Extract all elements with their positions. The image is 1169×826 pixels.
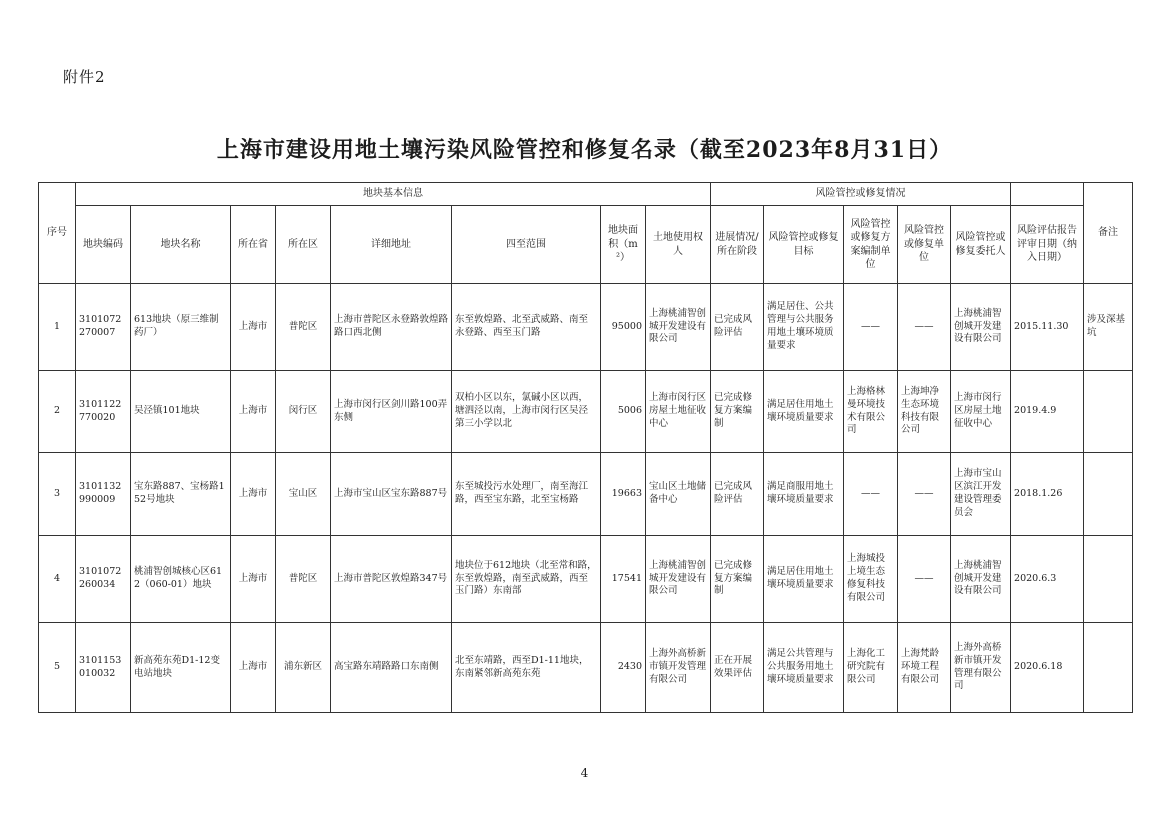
cell-repair-unit: —— xyxy=(898,284,951,371)
cell-name: 613地块（原三维制药厂） xyxy=(131,284,231,371)
header-repair-unit: 风险管控或修复单位 xyxy=(898,206,951,284)
cell-district: 闵行区 xyxy=(276,371,331,453)
cell-plan-unit: 上海格林曼环境技术有限公司 xyxy=(844,371,898,453)
cell-remark xyxy=(1084,623,1133,713)
header-progress: 进展情况/所在阶段 xyxy=(711,206,764,284)
cell-repair-unit: —— xyxy=(898,536,951,623)
cell-province: 上海市 xyxy=(231,623,276,713)
cell-province: 上海市 xyxy=(231,453,276,536)
cell-review-date: 2018.1.26 xyxy=(1011,453,1084,536)
cell-boundary: 北至东靖路，西至D1-11地块，东南紧邻新高苑东苑 xyxy=(452,623,601,713)
cell-target: 满足居住、公共管理与公共服务用地土壤环境质量要求 xyxy=(764,284,844,371)
cell-land-user: 上海市闵行区房屋土地征收中心 xyxy=(646,371,711,453)
cell-review-date: 2019.4.9 xyxy=(1011,371,1084,453)
table-header-row xyxy=(39,206,1133,284)
header-client: 风险管控或修复委托人 xyxy=(951,206,1011,284)
cell-address: 上海市闵行区剑川路100弄东侧 xyxy=(331,371,452,453)
cell-review-date: 2020.6.3 xyxy=(1011,536,1084,623)
cell-address: 上海市普陀区永登路敦煌路路口西北侧 xyxy=(331,284,452,371)
cell-seq: 4 xyxy=(39,536,76,623)
cell-boundary: 东至敦煌路、北至武威路、南至永登路、西至玉门路 xyxy=(452,284,601,371)
cell-area: 19663 xyxy=(601,453,646,536)
header-address: 详细地址 xyxy=(331,206,452,284)
cell-district: 普陀区 xyxy=(276,284,331,371)
cell-repair-unit: 上海坤净生态环境科技有限公司 xyxy=(898,371,951,453)
page-number: 4 xyxy=(580,766,589,780)
cell-code: 3101072270007 xyxy=(76,284,131,371)
table-row xyxy=(39,453,1133,536)
cell-plan-unit: 上海城投上境生态修复科技有限公司 xyxy=(844,536,898,623)
cell-client: 上海桃浦智创城开发建设有限公司 xyxy=(951,536,1011,623)
header-code: 地块编码 xyxy=(76,206,131,284)
header-name: 地块名称 xyxy=(131,206,231,284)
cell-area: 95000 xyxy=(601,284,646,371)
cell-repair-unit: 上海梵龄环境工程有限公司 xyxy=(898,623,951,713)
cell-review-date: 2020.6.18 xyxy=(1011,623,1084,713)
cell-address: 上海市普陀区敦煌路347号 xyxy=(331,536,452,623)
cell-name: 吴泾镇101地块 xyxy=(131,371,231,453)
cell-name: 桃浦智创城核心区612（060-01）地块 xyxy=(131,536,231,623)
registry-table xyxy=(38,182,1133,713)
cell-boundary: 地块位于612地块（北至常和路，东至敦煌路，南至武威路，西至玉门路）东南部 xyxy=(452,536,601,623)
cell-address: 高宝路东靖路路口东南侧 xyxy=(331,623,452,713)
cell-progress: 已完成修复方案编制 xyxy=(711,536,764,623)
cell-plan-unit: —— xyxy=(844,453,898,536)
header-group-risk-info: 风险管控或修复情况 xyxy=(711,183,1011,206)
cell-district: 宝山区 xyxy=(276,453,331,536)
cell-client: 上海桃浦智创城开发建设有限公司 xyxy=(951,284,1011,371)
cell-land-user: 宝山区土地储备中心 xyxy=(646,453,711,536)
cell-plan-unit: —— xyxy=(844,284,898,371)
cell-land-user: 上海桃浦智创城开发建设有限公司 xyxy=(646,284,711,371)
cell-progress: 已完成修复方案编制 xyxy=(711,371,764,453)
cell-code: 3101132990009 xyxy=(76,453,131,536)
cell-remark: 涉及深基坑 xyxy=(1084,284,1133,371)
cell-name: 新高苑东苑D1-12变电站地块 xyxy=(131,623,231,713)
cell-area: 5006 xyxy=(601,371,646,453)
cell-land-user: 上海外高桥新市镇开发管理有限公司 xyxy=(646,623,711,713)
cell-progress: 正在开展效果评估 xyxy=(711,623,764,713)
cell-province: 上海市 xyxy=(231,371,276,453)
cell-boundary: 双柏小区以东，氯碱小区以西，塘泗泾以南，上海市闵行区吴泾第三小学以北 xyxy=(452,371,601,453)
cell-area: 17541 xyxy=(601,536,646,623)
table-row xyxy=(39,284,1133,371)
cell-repair-unit: —— xyxy=(898,453,951,536)
cell-target: 满足商服用地土壤环境质量要求 xyxy=(764,453,844,536)
header-district: 所在区 xyxy=(276,206,331,284)
header-boundary: 四至范围 xyxy=(452,206,601,284)
cell-target: 满足公共管理与公共服务用地土壤环境质量要求 xyxy=(764,623,844,713)
header-review-date: 风险评估报告评审日期（纳入日期） xyxy=(1011,206,1084,284)
header-review-date-spacer xyxy=(1011,183,1084,206)
header-group-basic-info: 地块基本信息 xyxy=(76,183,711,206)
registry-table-container xyxy=(38,182,1133,713)
table-row xyxy=(39,623,1133,713)
cell-client: 上海市宝山区滨江开发建设管理委员会 xyxy=(951,453,1011,536)
cell-land-user: 上海桃浦智创城开发建设有限公司 xyxy=(646,536,711,623)
cell-name: 宝东路887、宝杨路152号地块 xyxy=(131,453,231,536)
cell-target: 满足居住用地土壤环境质量要求 xyxy=(764,536,844,623)
cell-review-date: 2015.11.30 xyxy=(1011,284,1084,371)
header-remark: 备注 xyxy=(1084,183,1133,284)
cell-client: 上海外高桥新市镇开发管理有限公司 xyxy=(951,623,1011,713)
cell-seq: 2 xyxy=(39,371,76,453)
cell-code: 3101122770020 xyxy=(76,371,131,453)
cell-boundary: 东至城投污水处理厂，南至海江路，西至宝东路，北至宝杨路 xyxy=(452,453,601,536)
cell-target: 满足居住用地土壤环境质量要求 xyxy=(764,371,844,453)
cell-district: 普陀区 xyxy=(276,536,331,623)
cell-code: 3101072260034 xyxy=(76,536,131,623)
header-plan-unit: 风险管控或修复方案编制单位 xyxy=(844,206,898,284)
header-province: 所在省 xyxy=(231,206,276,284)
cell-code: 3101153010032 xyxy=(76,623,131,713)
cell-progress: 已完成风险评估 xyxy=(711,284,764,371)
attachment-label: 附件2 xyxy=(63,68,106,86)
cell-remark xyxy=(1084,453,1133,536)
cell-district: 浦东新区 xyxy=(276,623,331,713)
cell-plan-unit: 上海化工研究院有限公司 xyxy=(844,623,898,713)
cell-province: 上海市 xyxy=(231,284,276,371)
cell-remark xyxy=(1084,536,1133,623)
cell-area: 2430 xyxy=(601,623,646,713)
table-row xyxy=(39,536,1133,623)
table-group-header-row xyxy=(39,183,1133,206)
header-area: 地块面积（m²） xyxy=(601,206,646,284)
header-target: 风险管控或修复目标 xyxy=(764,206,844,284)
header-land-user: 土地使用权人 xyxy=(646,206,711,284)
cell-seq: 3 xyxy=(39,453,76,536)
cell-seq: 1 xyxy=(39,284,76,371)
table-row xyxy=(39,371,1133,453)
cell-province: 上海市 xyxy=(231,536,276,623)
page-title: 上海市建设用地土壤污染风险管控和修复名录（截至2023年8月31日） xyxy=(216,137,953,163)
cell-address: 上海市宝山区宝东路887号 xyxy=(331,453,452,536)
header-seq: 序号 xyxy=(39,183,76,284)
cell-remark xyxy=(1084,371,1133,453)
cell-seq: 5 xyxy=(39,623,76,713)
cell-progress: 已完成风险评估 xyxy=(711,453,764,536)
cell-client: 上海市闵行区房屋土地征收中心 xyxy=(951,371,1011,453)
